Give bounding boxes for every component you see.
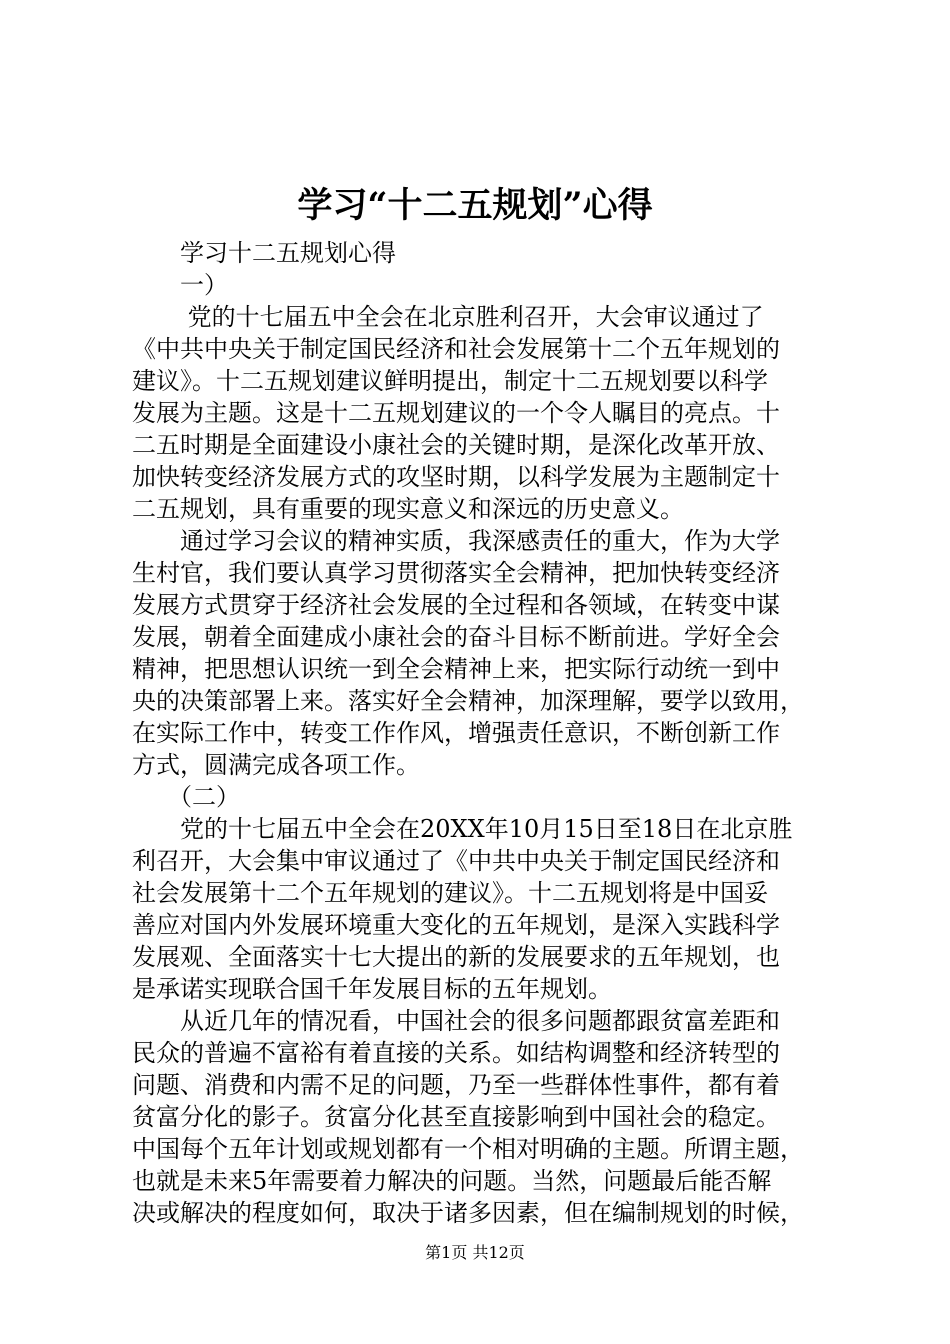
body-line: 二五时期是全面建设小康社会的关键时期，是深化改革开放、	[132, 431, 780, 459]
body-line: 党的十七届五中全会在北京胜利召开，大会审议通过了	[132, 303, 764, 331]
body-line: 发展，朝着全面建成小康社会的奋斗目标不断前进。学好全会	[132, 623, 780, 651]
body-line: 加快转变经济发展方式的攻坚时期，以科学发展为主题制定十	[132, 463, 780, 491]
body-line: 问题、消费和内需不足的问题，乃至一些群体性事件，都有着	[132, 1071, 780, 1099]
body-line: 方式，圆满完成各项工作。	[132, 751, 420, 779]
body-line: 《中共中央关于制定国民经济和社会发展第十二个五年规划的	[132, 335, 780, 363]
body-line: 贫富分化的影子。贫富分化甚至直接影响到中国社会的稳定。	[132, 1103, 780, 1131]
body-line: 党的十七届五中全会在20XX年10月15日至18日在北京胜	[132, 815, 793, 843]
body-line: 发展为主题。这是十二五规划建议的一个令人瞩目的亮点。十	[132, 399, 780, 427]
body-line: 在实际工作中，转变工作作风，增强责任意识，不断创新工作	[132, 719, 780, 747]
body-line: 中国每个五年计划或规划都有一个相对明确的主题。所谓主题，	[132, 1135, 804, 1163]
body-line: 央的决策部署上来。落实好全会精神，加深理解，要学以致用，	[132, 687, 804, 715]
page-footer: 第1页 共12页	[425, 1243, 525, 1262]
body-line: 从近几年的情况看，中国社会的很多问题都跟贫富差距和	[132, 1007, 780, 1035]
body-line: 生村官，我们要认真学习贯彻落实全会精神，把加快转变经济	[132, 559, 780, 587]
body-line: 发展方式贯穿于经济社会发展的全过程和各领域，在转变中谋	[132, 591, 780, 619]
body-line: 精神，把思想认识统一到全会精神上来，把实际行动统一到中	[132, 655, 780, 683]
body-line: 通过学习会议的精神实质，我深感责任的重大，作为大学	[132, 527, 780, 555]
body-line: 发展观、全面落实十七大提出的新的发展要求的五年规划，也	[132, 943, 780, 971]
body-line: （二）	[132, 783, 240, 811]
body-line: 社会发展第十二个五年规划的建议》。十二五规划将是中国妥	[132, 879, 768, 907]
body-line: 善应对国内外发展环境重大变化的五年规划，是深入实践科学	[132, 911, 780, 939]
body-line: 是承诺实现联合国千年发展目标的五年规划。	[132, 975, 612, 1003]
body-line: 建议》。十二五规划建议鲜明提出，制定十二五规划要以科学	[132, 367, 768, 395]
body-line: 也就是未来5年需要着力解决的问题。当然，问题最后能否解	[132, 1167, 772, 1195]
body-line: 民众的普遍不富裕有着直接的关系。如结构调整和经济转型的	[132, 1039, 780, 1067]
body-line: 利召开，大会集中审议通过了《中共中央关于制定国民经济和	[132, 847, 780, 875]
body-line: 决或解决的程度如何，取决于诸多因素，但在编制规划的时候，	[132, 1199, 804, 1227]
body-line: 学习十二五规划心得	[132, 239, 396, 267]
body-line: 二五规划，具有重要的现实意义和深远的历史意义。	[132, 495, 684, 523]
body-line: 一）	[132, 271, 228, 299]
document-title: 学习“十二五规划”心得	[297, 185, 653, 226]
